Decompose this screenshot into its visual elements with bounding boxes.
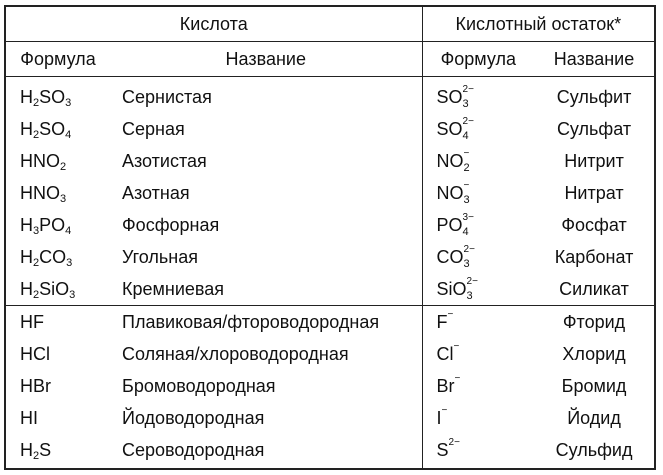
table-row <box>6 77 654 114</box>
acid-formula: $HNO_2$ <box>20 150 67 173</box>
residue-name: Нитрат <box>564 182 624 203</box>
table-row <box>6 338 654 370</box>
residue-formula: NO − 3 <box>422 177 534 209</box>
acid-name: Угольная <box>122 246 198 267</box>
acid-formula: $H_2SO_4$ <box>20 118 72 141</box>
residue-name: Карбонат <box>554 246 634 267</box>
acid-formula: $H_2SO_3$ <box>20 86 72 109</box>
acid-name: Сернистая <box>122 86 212 107</box>
acid-formula: HBr <box>20 375 51 396</box>
table-row <box>6 145 654 177</box>
table-row <box>6 434 654 470</box>
table-row <box>6 241 654 273</box>
table-row <box>6 113 654 145</box>
acid-name: Азотистая <box>122 150 207 171</box>
residue-formula: I − <box>422 402 534 434</box>
acid-name-header: Название <box>110 42 422 77</box>
acid-group-header: Кислота <box>6 7 422 42</box>
residue-formula: SO 2− 3 <box>422 77 534 114</box>
residue-formula: Br − <box>422 370 534 402</box>
acid-name: Плавиковая/фтороводородная <box>110 306 422 339</box>
residue-name: Сульфит <box>556 86 632 107</box>
residue-name: Фторид <box>534 306 654 339</box>
table-row <box>6 306 654 339</box>
acid-name: Соляная/хлороводородная <box>122 343 349 364</box>
acid-formula: $H_2S$ <box>20 439 52 462</box>
acid-name: Серная <box>122 118 185 139</box>
residue-name: Фосфат <box>561 214 627 235</box>
residue-formula: Cl − <box>422 338 534 370</box>
residue-formula: S 2− <box>422 434 534 470</box>
table-row <box>6 370 654 402</box>
residue-name: Бромид <box>561 375 627 396</box>
table-row <box>6 177 654 209</box>
acid-formula: HCl <box>20 343 50 364</box>
acids-table-container <box>4 5 656 470</box>
residue-name: Нитрит <box>564 150 624 171</box>
residue-formula: SiO 2− 3 <box>422 273 534 306</box>
acid-formula: $HNO_3$ <box>20 182 67 205</box>
column-header-row <box>6 42 654 77</box>
acid-formula: HI <box>20 407 38 428</box>
residue-formula: PO 3− 4 <box>422 209 534 241</box>
acid-name: Сероводородная <box>122 439 265 460</box>
residue-name-header: Название <box>534 42 654 77</box>
acid-formula-header: Формула <box>6 42 110 77</box>
table-body <box>6 77 654 471</box>
residue-name: Сульфат <box>556 118 632 139</box>
acid-formula: HF <box>6 306 110 339</box>
residue-formula: SO 2− 4 <box>422 113 534 145</box>
residue-formula: NO − 2 <box>422 145 534 177</box>
residue-formula-header: Формула <box>422 42 534 77</box>
residue-formula: F − <box>422 306 534 339</box>
table-row <box>6 209 654 241</box>
acids-table <box>6 7 654 470</box>
acid-name: Фосфорная <box>122 214 220 235</box>
residue-name: Йодид <box>567 407 621 428</box>
acid-name: Кремниевая <box>122 278 225 299</box>
group-header-row <box>6 7 654 42</box>
table-row <box>6 273 654 306</box>
table-row <box>6 402 654 434</box>
residue-formula: CO 2− 3 <box>422 241 534 273</box>
acid-name: Йодоводородная <box>122 407 265 428</box>
acid-formula: $H_3PO_4$ <box>20 214 72 237</box>
acid-formula: $H_2CO_3$ <box>20 246 73 269</box>
residue-name: Силикат <box>559 278 629 299</box>
residue-name: Сульфид <box>555 439 633 460</box>
residue-group-header: Кислотный остаток* <box>422 7 654 42</box>
acid-name: Азотная <box>122 182 190 203</box>
acid-formula: $H_2SiO_3$ <box>20 278 76 301</box>
acid-name: Бромоводородная <box>122 375 276 396</box>
residue-name: Хлорид <box>562 343 626 364</box>
